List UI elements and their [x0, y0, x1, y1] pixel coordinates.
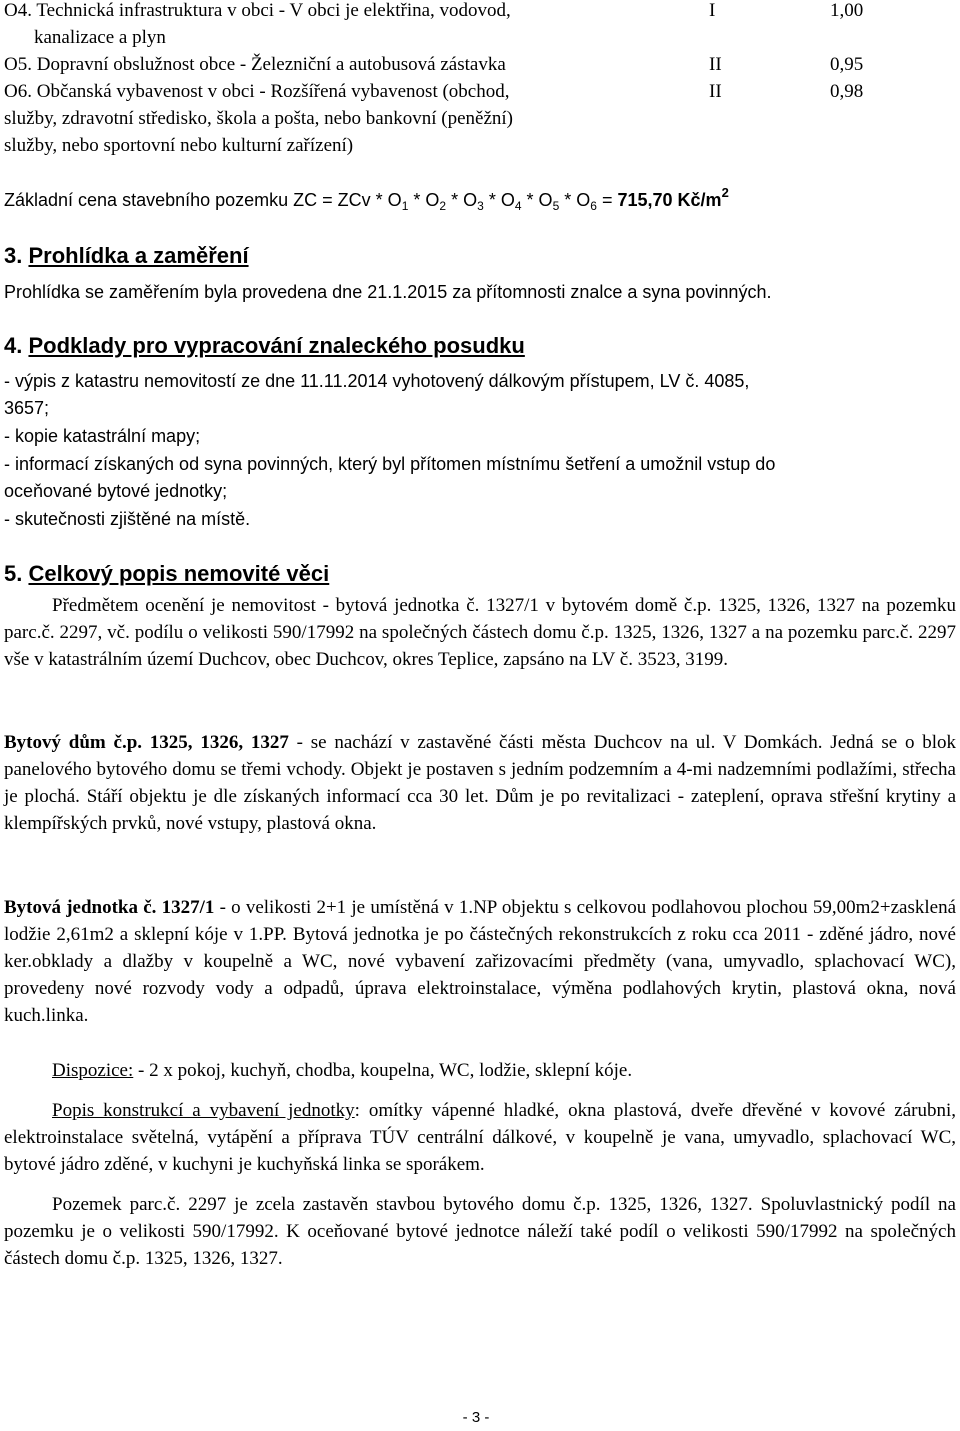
- formula-sub-6: 6: [590, 199, 597, 213]
- table-row: [4, 78, 956, 105]
- unit-label: Bytová jednotka č. 1327/1: [4, 897, 215, 918]
- formula-o: O: [538, 190, 553, 210]
- section-number: 3.: [4, 243, 29, 268]
- formula-result: 715,70 Kč/m: [617, 190, 722, 210]
- layout-label: Dispozice:: [52, 1060, 134, 1081]
- formula-o: O: [576, 190, 591, 210]
- formula-sep: *: [408, 190, 426, 210]
- table-row-value: 0,95: [830, 54, 864, 75]
- section-title: Prohlídka a zaměření: [28, 243, 249, 268]
- table-row-label: O4. Technická infrastruktura v obci - V obci je elektřina, vodovod,: [4, 0, 511, 21]
- land-paragraph: Pozemek parc.č. 2297 je zcela zastavěn stavbou bytového domu č.p. 1325, 1326, 1327. Spoluvlastnický podíl na pozemku je o velikosti 590/17992. K oceňované bytové jednotce náleží také podíl o velikosti 590/17992 na společných částech domu č.p. 1325, 1326, 1327.: [4, 1194, 956, 1269]
- formula-o: O: [500, 190, 515, 210]
- source-item: - výpis z katastru nemovitostí ze dne 11.11.2014 vyhotovený dálkovým přístupem, LV č. 4085,: [4, 371, 750, 391]
- source-item: - informací získaných od syna povinných, který byl přítomen místnímu šetření a umožnil vstup do: [4, 454, 776, 474]
- formula-sub-2: 2: [439, 199, 447, 213]
- source-item: - kopie katastrální mapy;: [4, 426, 201, 446]
- unit-text: - o velikosti 2+1 je umístěná v 1.NP objektu s celkovou podlahovou plochou 59,00m2+zasklená lodžie 2,61m2 a sklepní kóje v 1.PP. Bytová jednotka je po částečných rekonstrukcích z roku cca 2011 - zděné jádro, nové ker.obklady a dlažby v koupelně a WC, nové vybavení zařizovacími předměty (vana, umyvadlo, splachovací WC), provedeny nové rozvody vody a odpadů, úprava elektroinstalace, výměna podlahových krytin, plastová okna, nová kuch.linka.: [4, 897, 956, 1026]
- section-title: Podklady pro vypracování znaleckého posudku: [28, 333, 525, 358]
- table-row-label-cont: služby, nebo sportovní nebo kulturní zařízení): [4, 135, 354, 156]
- formula-sep: *: [446, 190, 464, 210]
- construction-label: Popis konstrukcí a vybavení jednotky: [52, 1100, 355, 1121]
- formula-eq: =: [596, 190, 618, 210]
- table-row-class: I: [709, 0, 716, 21]
- formula-prefix: Základní cena stavebního pozemku ZC = ZCv * O: [4, 190, 402, 210]
- formula-sub-1: 1: [401, 199, 409, 213]
- section-number: 5.: [4, 561, 29, 586]
- source-item: - skutečnosti zjištěné na místě.: [4, 509, 251, 529]
- section-number: 4.: [4, 333, 29, 358]
- building-label: Bytový dům č.p. 1325, 1326, 1327: [4, 732, 289, 753]
- table-row-label: O5. Dopravní obslužnost obce - Železniční a autobusová zástavka: [4, 54, 506, 75]
- formula-result-sup: 2: [721, 185, 729, 200]
- table-row-value: 1,00: [830, 0, 864, 21]
- table-row: [4, 51, 956, 78]
- source-item-cont: oceňované bytové jednotky;: [4, 481, 228, 501]
- construction-paragraph: [4, 1097, 956, 1178]
- table-row-value: 0,98: [830, 81, 864, 102]
- formula-o: O: [425, 190, 440, 210]
- table-row-continuation: [4, 24, 956, 51]
- table-row-class: II: [709, 54, 722, 75]
- construction-text: : omítky vápenné hladké, okna plastová, dveře dřevěné v kovové zárubni, elektroinstalace světelná, vytápění a příprava TÚV centrální dálkové, v koupelně je vana, umyvadlo, splachovací WC, bytové jádro zděné, v kuchyni je kuchyňská linka se sporákem.: [4, 1100, 956, 1175]
- table-row-class: II: [709, 81, 722, 102]
- section-3-heading: [4, 242, 956, 269]
- base-price-formula: [4, 187, 956, 214]
- section-title: Celkový popis nemovité věci: [28, 561, 330, 586]
- section-4-heading: [4, 332, 956, 359]
- section-5-heading: [4, 560, 956, 587]
- building-text: - se nachází v zastavěné části města Duchcov na ul. V Domkách. Jedná se o blok panelového bytového domu se třemi vchody. Objekt je postaven s jedním podzemním a 4-mi nadzemními podlažími, střecha je plochá. Stáří objektu je dle získaných informací cca 30 let. Dům je po revitalizaci - zateplení, oprava střešní krytiny a klempířských prvků, nové vstupy, plastová okna.: [4, 732, 956, 834]
- table-row-label-cont: kanalizace a plyn: [34, 27, 166, 48]
- section-3-text: Prohlídka se zaměřením byla provedena dne 21.1.2015 za přítomnosti znalce a syna povinných.: [4, 282, 772, 302]
- table-row-continuation: [4, 105, 956, 132]
- page-number: - 3 -: [462, 1409, 490, 1426]
- layout-text: - 2 x pokoj, kuchyň, chodba, koupelna, WC, lodžie, sklepní kóje.: [133, 1060, 633, 1081]
- table-row-label-cont: služby, zdravotní středisko, škola a pošta, nebo bankovní (peněžní): [4, 108, 514, 129]
- table-row-continuation: [4, 132, 956, 159]
- formula-o: O: [463, 190, 478, 210]
- unit-paragraph: [4, 894, 956, 1029]
- formula-sub-3: 3: [477, 199, 484, 213]
- formula-sub-5: 5: [552, 199, 560, 213]
- formula-sub-4: 4: [514, 199, 522, 213]
- formula-sep: *: [559, 190, 577, 210]
- layout-paragraph: [4, 1057, 956, 1084]
- formula-sep: *: [483, 190, 501, 210]
- source-item-cont: 3657;: [4, 398, 50, 418]
- table-row: [4, 0, 956, 24]
- formula-sep: *: [521, 190, 539, 210]
- property-intro-paragraph: Předmětem ocenění je nemovitost - bytová jednotka č. 1327/1 v bytovém domě č.p. 1325, 1326, 1327 na pozemku parc.č. 2297, vč. podílu o velikosti 590/17992 na společných částech domu č.p. 1325, 1326, 1327 a na pozemku parc.č. 2297 vše v katastrálním území Duchcov, obec Duchcov, okres Teplice, zapsáno na LV č. 3523, 3199.: [4, 595, 956, 670]
- building-paragraph: [4, 729, 956, 837]
- table-row-label: O6. Občanská vybavenost v obci - Rozšířená vybavenost (obchod,: [4, 81, 510, 102]
